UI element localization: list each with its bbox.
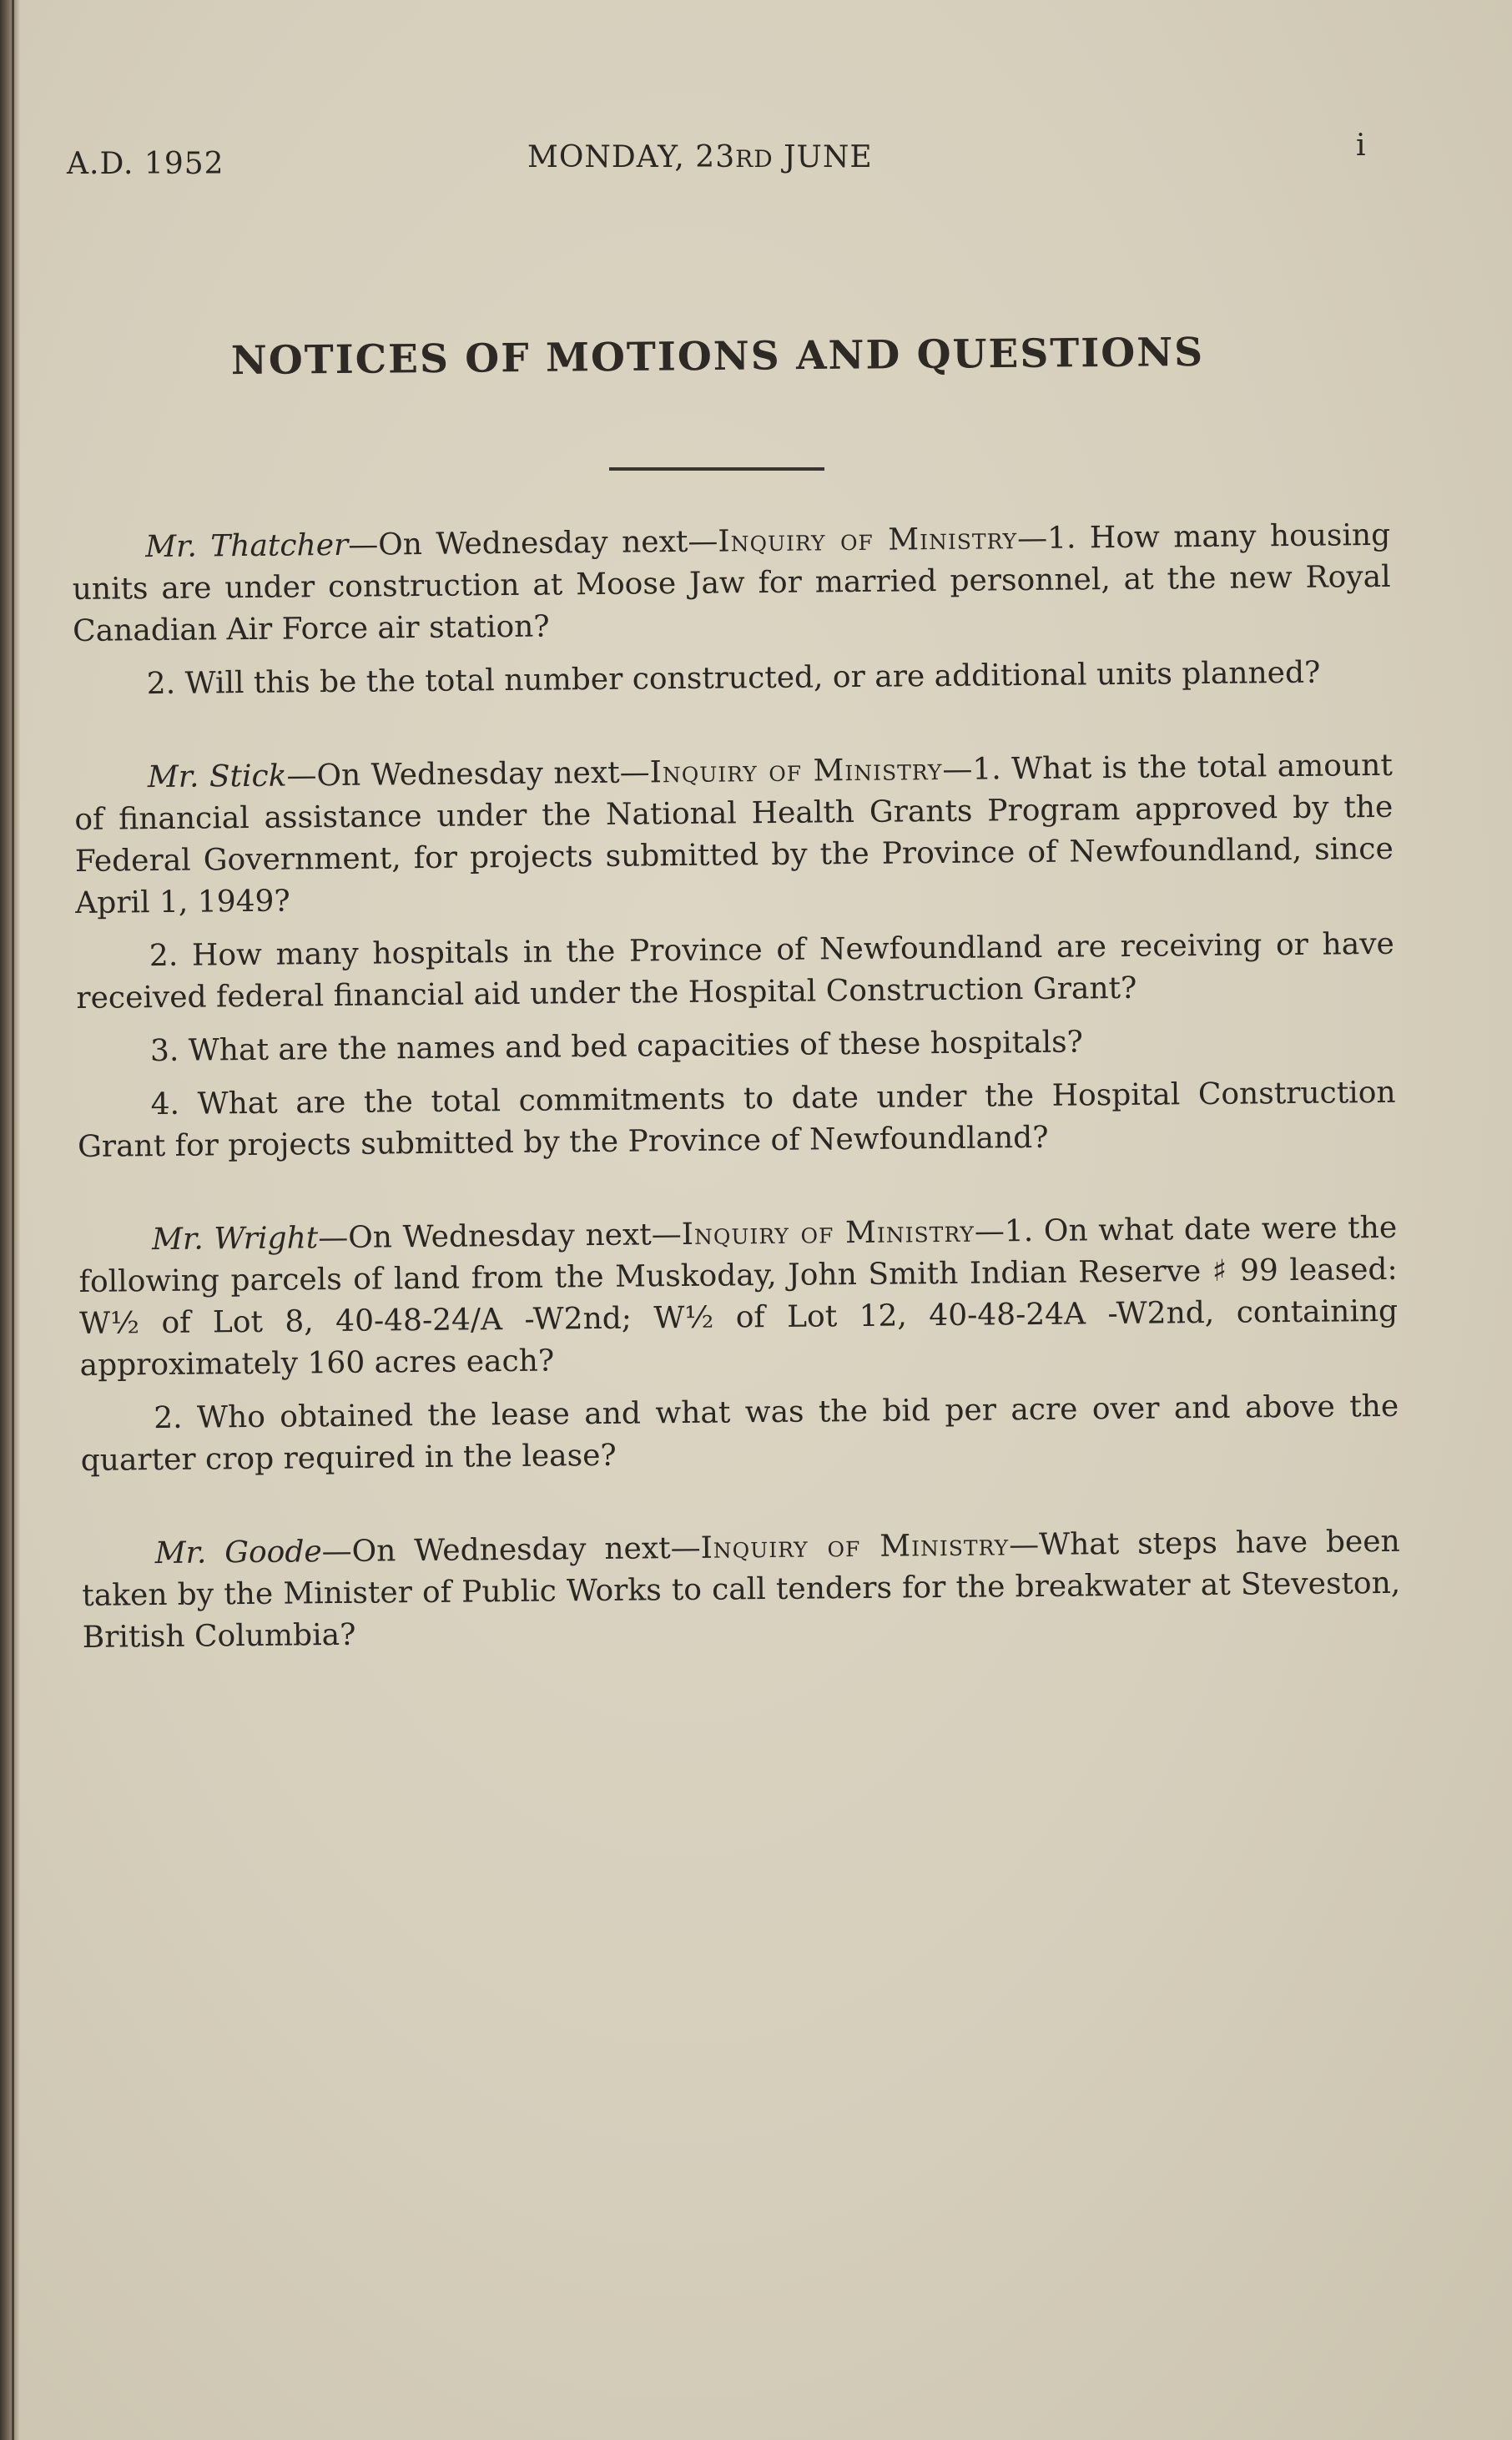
page-number: i bbox=[1356, 129, 1367, 163]
motion-stick bbox=[74, 745, 1397, 1168]
member-name: Mr. Wright bbox=[152, 1221, 319, 1258]
motion-question: 4. What are the total commitments to date under the Hospital Construction Grant for projects submitted by the Province of Newfoundland? bbox=[77, 1075, 1396, 1164]
motion-intro: —On Wednesday next— bbox=[348, 524, 718, 562]
motion-thatcher bbox=[72, 515, 1392, 706]
member-name: Mr. Goode bbox=[154, 1535, 322, 1571]
motion-question bbox=[74, 745, 1394, 925]
running-header bbox=[67, 129, 1368, 182]
motion-intro: —On Wednesday next— bbox=[318, 1217, 682, 1256]
header-year: A.D. 1952 bbox=[67, 147, 224, 181]
title-divider bbox=[609, 467, 824, 471]
member-name: Mr. Stick bbox=[147, 759, 287, 795]
member-name: Mr. Thatcher bbox=[145, 527, 349, 565]
question-text: —1. On what date were the following parcels of land from the Muskoday, John Smith Indian Reserve ♯ 99 leased: W½ of Lot 8, 40-48-24/A -W2nd; W½ of Lot 12, 40-48-24A -W2nd, containing approximately 160 acres each? bbox=[78, 1210, 1399, 1383]
header-date-ordinal: RD bbox=[735, 145, 774, 173]
book-spine-edge bbox=[0, 0, 20, 2440]
inquiry-label: Inquiry of Ministry bbox=[718, 522, 1018, 559]
motion-question bbox=[82, 1521, 1401, 1659]
question-text: —What steps have been taken by the Minister of Public Works to call tenders for the breakwater at Steveston, British Columbia? bbox=[82, 1524, 1401, 1655]
header-date-text: MONDAY, 23 bbox=[527, 140, 736, 174]
motion-question bbox=[78, 1207, 1399, 1387]
inquiry-label: Inquiry of Ministry bbox=[700, 1528, 1010, 1565]
motion-question: 2. Who obtained the lease and what was the bid per acre over and above the quarter crop required in the lease? bbox=[80, 1389, 1399, 1478]
motion-wright bbox=[78, 1207, 1399, 1482]
motion-intro: —On Wednesday next— bbox=[321, 1530, 701, 1570]
inquiry-label: Inquiry of Ministry bbox=[649, 752, 943, 790]
motion-intro: —On Wednesday next— bbox=[286, 755, 650, 794]
question-text: —1. How many housing units are under construction at Moose Jaw for married personnel, at the new Royal Canadian Air Force air station? bbox=[72, 517, 1391, 648]
motion-question: 3. What are the names and bed capacities of these hospitals? bbox=[149, 1025, 1084, 1069]
motion-question: 2. Will this be the total number constructed, or are additional units planned? bbox=[146, 655, 1321, 702]
spine-binding-line bbox=[12, 0, 14, 2440]
motion-question bbox=[72, 515, 1391, 653]
motion-goode bbox=[82, 1521, 1401, 1659]
header-date-month: JUNE bbox=[773, 140, 873, 174]
inquiry-label: Inquiry of Ministry bbox=[681, 1214, 975, 1253]
page-title: NOTICES OF MOTIONS AND QUESTIONS bbox=[230, 329, 1205, 385]
notices-body bbox=[72, 515, 1402, 1711]
question-text: —1. What is the total amount of financial assistance under the National Health Grants Program approved by the Federal Government, for projects submitted by the Province of Newfoundland, since April 1, 1949? bbox=[74, 748, 1394, 920]
header-date bbox=[527, 140, 873, 174]
motion-question: 2. How many hospitals in the Province of Newfoundland are receiving or have received federal financial aid under the Hospital Construction Grant? bbox=[76, 926, 1395, 1016]
